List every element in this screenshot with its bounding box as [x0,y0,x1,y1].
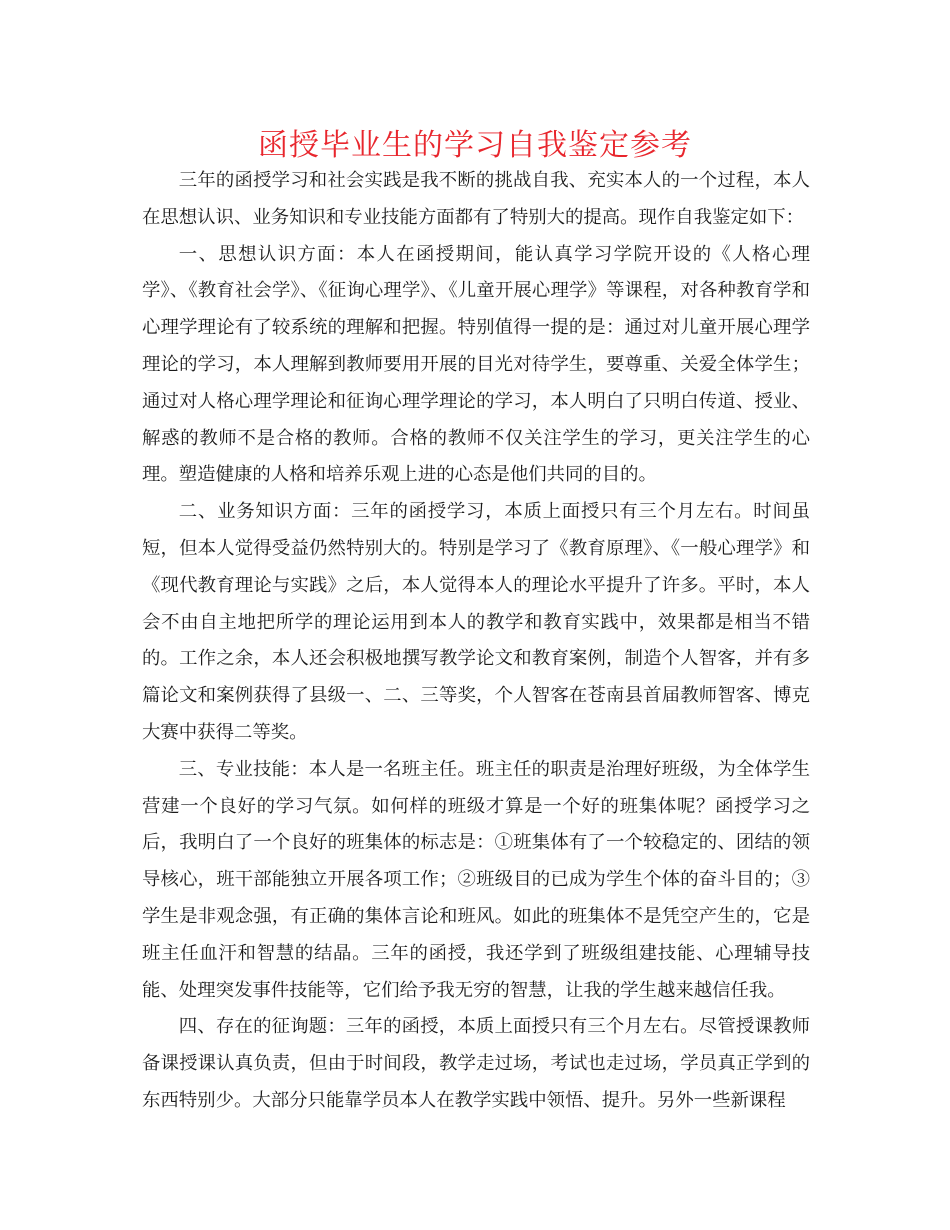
paragraph-professional-skills: 三、专业技能：本人是一名班主任。班主任的职责是治理好班级，为全体学生营建一个良好的学习气氛。如何样的班级才算是一个好的班集体呢？函授学习之后，我明白了一个良好的班集体的标志是：①班集体有了一个较稳定的、团结的领导核心，班干部能独立开展各项工作；②班级目的已成为学生个体的奋斗目的；③学生是非观念强，有正确的集体言论和班风。如此的班集体不是凭空产生的，它是班主任血汗和智慧的结晶。三年的函授，我还学到了班级组建技能、心理辅导技能、处理突发事件技能等，它们给予我无穷的智慧，让我的学生越来越信任我。 [142,758,810,1001]
document-title: 函授毕业生的学习自我鉴定参考 [258,128,692,163]
document-body [142,163,810,1120]
paragraph-business-knowledge: 二、业务知识方面：三年的函授学习，本质上面授只有三个月左右。时间虽短，但本人觉得受益仍然特别大的。特别是学习了《教育原理》、《一般心理学》和《现代教育理论与实践》之后，本人觉得本人的理论水平提升了许多。平时，本人会不由自主地把所学的理论运用到本人的教学和教育实践中，效果都是相当不错的。工作之余，本人还会积极地撰写教学论文和教育案例，制造个人智客，并有多篇论文和案例获得了县级一、二、三等奖，个人智客在苍南县首届教师智客、博克大赛中获得二等奖。 [142,501,810,743]
paragraph-intro: 三年的函授学习和社会实践是我不断的挑战自我、充实本人的一个过程，本人在思想认识、业务知识和专业技能方面都有了特别大的提高。现作自我鉴定如下： [142,170,810,228]
paragraph-existing-issues: 四、存在的征询题：三年的函授，本质上面授只有三个月左右。尽管授课教师备课授课认真负责，但由于时间段，教学走过场，考试也走过场，学员真正学到的东西特别少。大部分只能靠学员本人在教学实践中领悟、提升。另外一些新课程 [142,1016,810,1111]
paragraph-thought: 一、思想认识方面：本人在函授期间，能认真学习学院开设的《人格心理学》、《教育社会学》、《征询心理学》、《儿童开展心理学》等课程，对各种教育学和心理学理论有了较系统的理解和把握。特别值得一提的是：通过对儿童开展心理学理论的学习，本人理解到教师要用开展的目光对待学生，要尊重、关爱全体学生；通过对人格心理学理论和征询心理学理论的学习，本人明白了只明白传道、授业、解惑的教师不是合格的教师。合格的教师不仅关注学生的学习，更关注学生的心理。塑造健康的人格和培养乐观上进的心态是他们共同的目的。 [142,243,810,486]
